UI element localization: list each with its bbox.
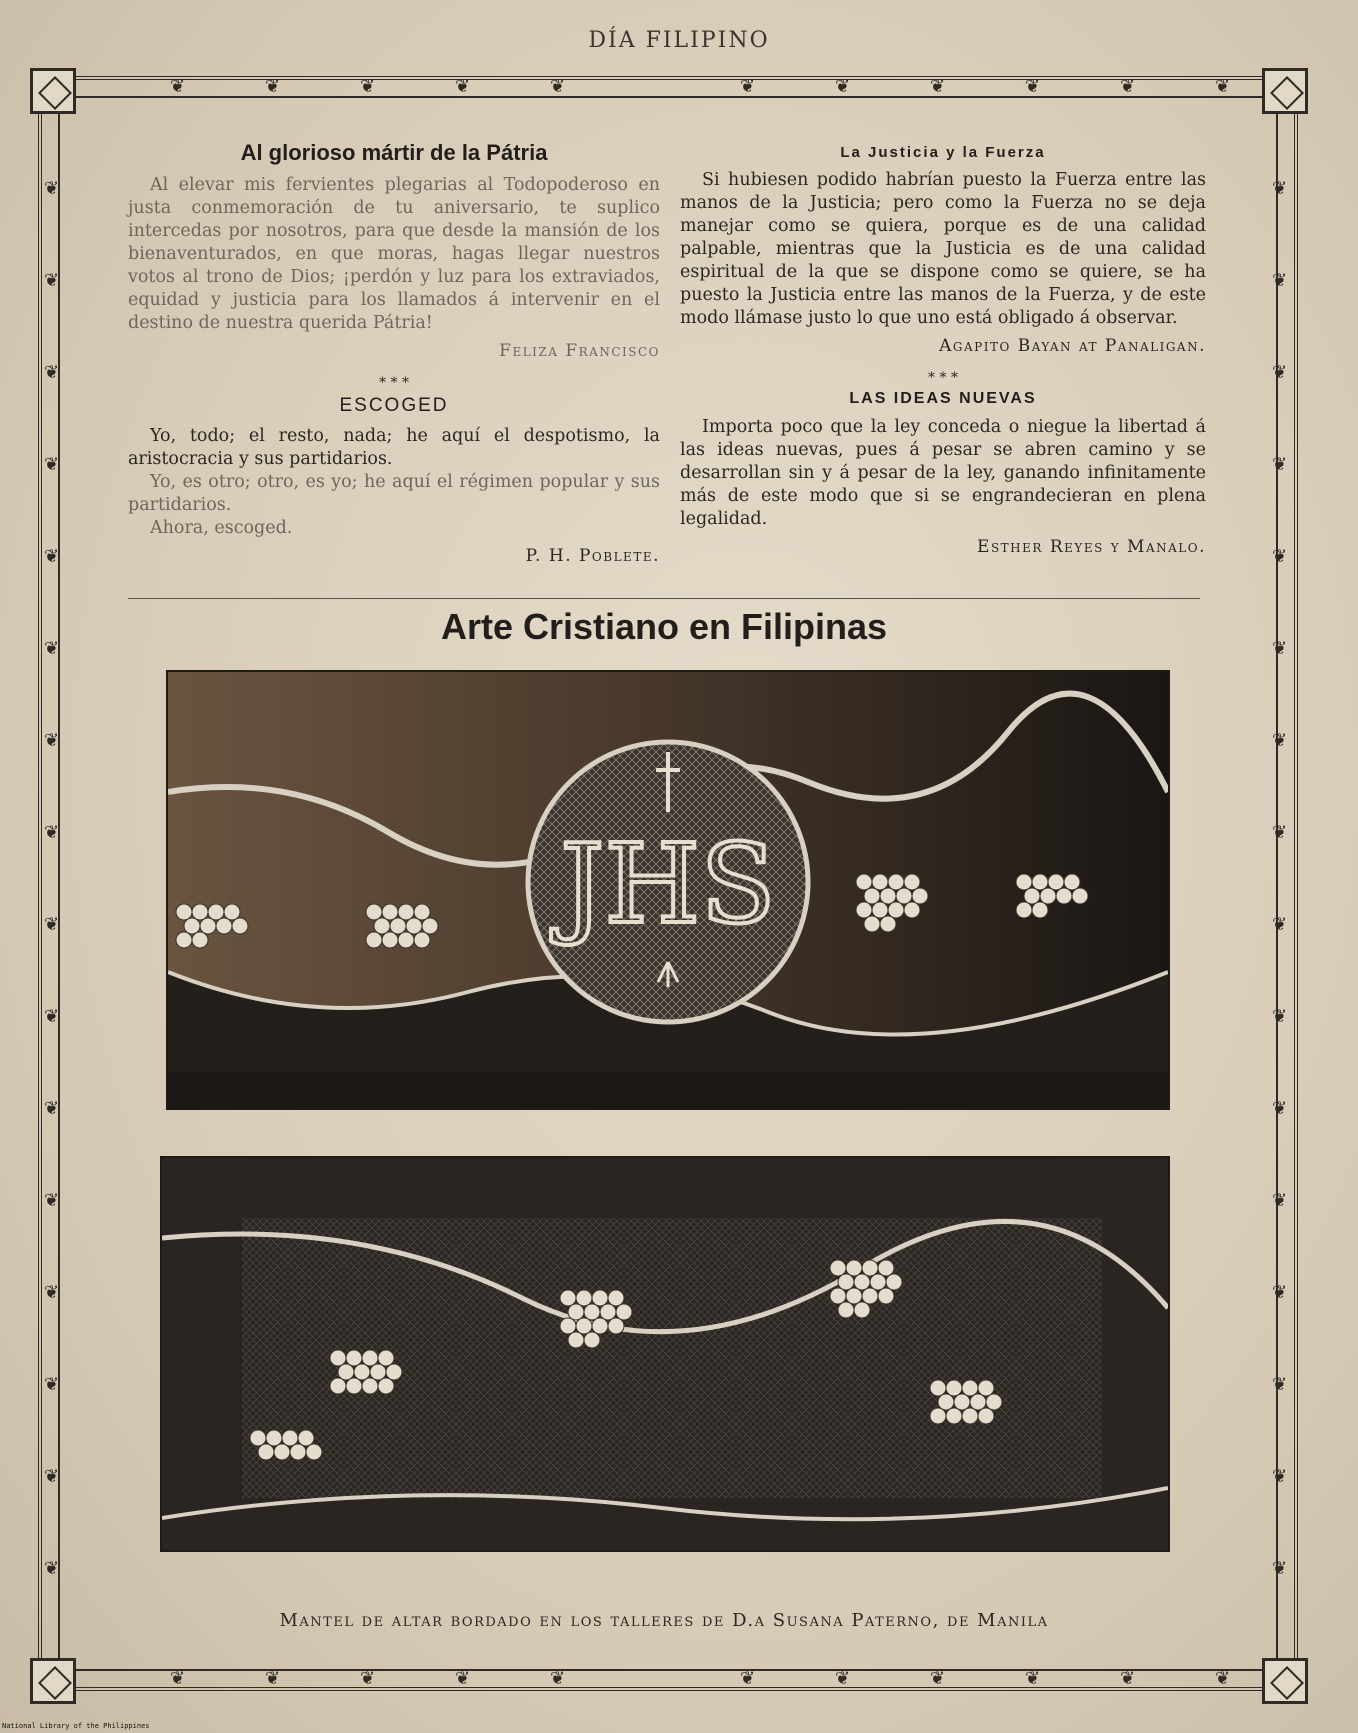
leaf-ornament-icon: ❦ <box>1272 178 1288 199</box>
leaf-ornament-icon: ❦ <box>1272 1006 1288 1027</box>
grape-icon <box>1064 874 1080 890</box>
grape-icon <box>406 918 422 934</box>
grape-icon <box>576 1318 592 1334</box>
grape-icon <box>854 1302 870 1318</box>
leaf-ornament-icon: ❦ <box>1272 1190 1288 1211</box>
grape-icon <box>600 1304 616 1320</box>
leaf-ornament-icon: ❦ <box>170 1668 186 1689</box>
grape-icon <box>584 1304 600 1320</box>
asterism: * * * <box>379 375 409 391</box>
grape-icon <box>872 902 888 918</box>
grape-icon <box>298 1430 314 1446</box>
leaf-ornament-icon: ❦ <box>44 1006 60 1027</box>
leaf-ornament-icon: ❦ <box>740 76 756 97</box>
grape-icon <box>398 932 414 948</box>
article-body: Si hubiesen podido habrían puesto la Fuerza entre las manos de la Justicia; pero como la Fuerza no se deja manejar como se quiera, porque es de una calidad palpable, mientras que la Justicia es de una calidad espiritual de la que se dispone como se quiere, se ha puesto la Justicia entre las manos de la Fuerza, y de este modo llámase justo lo que uno está obligado á observar. <box>680 170 1206 328</box>
leaf-ornament-icon: ❦ <box>44 822 60 843</box>
grape-icon <box>1016 902 1032 918</box>
grape-icon <box>888 874 904 890</box>
photo-caption: Mantel de altar bordado en los talleres de D.a Susana Paterno, de Manila <box>279 1610 1049 1631</box>
grape-icon <box>880 916 896 932</box>
grape-icon <box>386 1364 402 1380</box>
grape-icon <box>560 1290 576 1306</box>
grape-icon <box>878 1260 894 1276</box>
grape-icon <box>414 904 430 920</box>
embroidery-illustration <box>168 672 1168 1108</box>
article-signature: Feliza Francisco <box>499 341 660 361</box>
archive-credit: National Library of the Philippines <box>2 1722 150 1730</box>
grape-icon <box>1024 888 1040 904</box>
grape-icon <box>946 1408 962 1424</box>
grape-icon <box>1056 888 1072 904</box>
leaf-ornament-icon: ❦ <box>44 270 60 291</box>
grape-icon <box>846 1260 862 1276</box>
grape-icon <box>266 1430 282 1446</box>
grape-icon <box>888 902 904 918</box>
leaf-ornament-icon: ❦ <box>1272 1282 1288 1303</box>
grape-icon <box>560 1318 576 1334</box>
section-title: Arte Cristiano en Filipinas <box>440 606 888 647</box>
leaf-ornament-icon: ❦ <box>265 76 281 97</box>
jhs-monogram: JHS <box>560 820 776 948</box>
grape-icon <box>422 918 438 934</box>
grape-icon <box>370 1364 386 1380</box>
grape-icon <box>382 932 398 948</box>
grape-icon <box>378 1350 394 1366</box>
leaf-ornament-icon: ❦ <box>44 1190 60 1211</box>
leaf-ornament-icon: ❦ <box>930 76 946 97</box>
leaf-ornament-icon: ❦ <box>550 76 566 97</box>
article-body: Importa poco que la ley conceda o niegue la libertad á las ideas nuevas, pues á pesar se abren camino y se desarrollan sin y á pesar de la ley, ganando infinitamente más de este modo que si se engrandecieran en plena legalidad. <box>680 417 1206 529</box>
leaf-ornament-icon: ❦ <box>44 730 60 751</box>
leaf-ornament-icon: ❦ <box>170 76 186 97</box>
grape-icon <box>362 1350 378 1366</box>
grape-icon <box>854 1274 870 1290</box>
grape-icon <box>1040 888 1056 904</box>
leaf-ornament-icon: ❦ <box>1272 362 1288 383</box>
leaf-ornament-icon: ❦ <box>1025 76 1041 97</box>
leaf-ornament-icon: ❦ <box>1120 1668 1136 1689</box>
leaf-ornament-icon: ❦ <box>455 76 471 97</box>
leaf-ornament-icon: ❦ <box>1272 454 1288 475</box>
grape-icon <box>282 1430 298 1446</box>
grape-icon <box>616 1304 632 1320</box>
grape-icon <box>864 888 880 904</box>
grape-icon <box>904 902 920 918</box>
grape-icon <box>216 918 232 934</box>
leaf-ornament-icon: ❦ <box>44 546 60 567</box>
grape-icon <box>856 902 872 918</box>
grape-icon <box>872 874 888 890</box>
grape-icon <box>378 1378 394 1394</box>
leaf-ornament-icon: ❦ <box>835 1668 851 1689</box>
leaf-ornament-icon: ❦ <box>44 1282 60 1303</box>
leaf-ornament-icon: ❦ <box>360 76 376 97</box>
grape-icon <box>382 904 398 920</box>
grape-icon <box>346 1378 362 1394</box>
grape-icon <box>346 1350 362 1366</box>
right-column <box>680 140 1206 557</box>
leaf-ornament-icon: ❦ <box>1215 76 1231 97</box>
leaf-ornament-icon: ❦ <box>550 1668 566 1689</box>
leaf-ornament-icon: ❦ <box>44 1374 60 1395</box>
leaf-ornament-icon: ❦ <box>1272 1558 1288 1579</box>
leaf-ornament-icon: ❦ <box>1272 638 1288 659</box>
leaf-ornament-icon: ❦ <box>835 76 851 97</box>
leaf-ornament-icon: ❦ <box>1272 730 1288 751</box>
grape-icon <box>608 1318 624 1334</box>
grape-icon <box>258 1444 274 1460</box>
running-head: DÍA FILIPINO <box>588 28 770 53</box>
grape-icon <box>962 1380 978 1396</box>
grape-icon <box>878 1288 894 1304</box>
grape-icon <box>306 1444 322 1460</box>
leaf-ornament-icon: ❦ <box>1215 1668 1231 1689</box>
grape-icon <box>576 1290 592 1306</box>
grape-icon <box>862 1260 878 1276</box>
grape-icon <box>1048 874 1064 890</box>
grape-icon <box>608 1290 624 1306</box>
grape-icon <box>930 1408 946 1424</box>
left-column <box>128 140 660 566</box>
grape-icon <box>886 1274 902 1290</box>
leaf-ornament-icon: ❦ <box>1272 1098 1288 1119</box>
grape-icon <box>330 1378 346 1394</box>
grape-icon <box>232 918 248 934</box>
grape-icon <box>330 1350 346 1366</box>
grape-icon <box>250 1430 266 1446</box>
article-title: LAS IDEAS NUEVAS <box>849 390 1037 407</box>
grape-icon <box>896 888 912 904</box>
article-signature: Esther Reyes y Manalo. <box>977 537 1206 557</box>
grape-icon <box>584 1332 600 1348</box>
leaf-ornament-icon: ❦ <box>1272 1374 1288 1395</box>
leaf-ornament-icon: ❦ <box>930 1668 946 1689</box>
corner-ornament-icon <box>1262 1658 1308 1704</box>
grape-icon <box>870 1274 886 1290</box>
grape-icon <box>176 904 192 920</box>
article-title: ESCOGED <box>339 395 449 416</box>
leaf-ornament-icon: ❦ <box>44 454 60 475</box>
leaf-ornament-icon: ❦ <box>44 1558 60 1579</box>
leaf-ornament-icon: ❦ <box>1025 1668 1041 1689</box>
corner-ornament-icon <box>30 68 76 114</box>
grape-icon <box>390 918 406 934</box>
grape-icon <box>962 1408 978 1424</box>
leaf-ornament-icon: ❦ <box>360 1668 376 1689</box>
leaf-ornament-icon: ❦ <box>1272 822 1288 843</box>
leaf-ornament-icon: ❦ <box>1272 270 1288 291</box>
grape-icon <box>224 904 240 920</box>
grape-icon <box>200 918 216 934</box>
grape-icon <box>946 1380 962 1396</box>
leaf-ornament-icon: ❦ <box>1272 546 1288 567</box>
corner-ornament-icon <box>1262 68 1308 114</box>
article-signature: Agapito Bayan at Panaligan. <box>939 336 1206 356</box>
article-signature: P. H. Poblete. <box>525 546 660 566</box>
article-title: Al glorioso mártir de la Pátria <box>240 140 548 165</box>
grape-icon <box>830 1260 846 1276</box>
grape-icon <box>862 1288 878 1304</box>
grape-icon <box>1072 888 1088 904</box>
grape-icon <box>938 1394 954 1410</box>
grape-icon <box>398 904 414 920</box>
grape-icon <box>830 1288 846 1304</box>
grape-icon <box>374 918 390 934</box>
grape-icon <box>414 932 430 948</box>
leaf-ornament-icon: ❦ <box>1272 914 1288 935</box>
grape-icon <box>978 1408 994 1424</box>
grape-icon <box>366 904 382 920</box>
grape-icon <box>912 888 928 904</box>
grape-icon <box>930 1380 946 1396</box>
grape-icon <box>954 1394 970 1410</box>
grape-icon <box>184 918 200 934</box>
leaf-ornament-icon: ❦ <box>1272 1466 1288 1487</box>
article-paragraph: Ahora, escoged. <box>150 518 293 538</box>
grape-icon <box>864 916 880 932</box>
grape-icon <box>274 1444 290 1460</box>
leaf-ornament-icon: ❦ <box>44 638 60 659</box>
article-paragraph: Yo, todo; el resto, nada; he aquí el despotismo, la aristocracia y sus partidarios. <box>128 426 660 469</box>
asterism: * * * <box>928 370 958 386</box>
grape-icon <box>970 1394 986 1410</box>
article-paragraph: Yo, es otro; otro, es yo; he aquí el régimen popular y sus partidarios. <box>128 472 660 515</box>
photo-altar-cloth-top <box>166 670 1170 1110</box>
corner-ornament-icon <box>30 1658 76 1704</box>
grape-icon <box>568 1332 584 1348</box>
grape-icon <box>354 1364 370 1380</box>
section-divider <box>128 598 1200 599</box>
article-title: La Justicia y la Fuerza <box>840 144 1046 161</box>
leaf-ornament-icon: ❦ <box>1120 76 1136 97</box>
article-body: Al elevar mis fervientes plegarias al Todopoderoso en justa conmemoración de tu aniversario, te suplico intercedas por nosotros, para que desde la mansión de los bienaventurados, en que moras, hagas llegar nuestros votos al trono de Dios; ¡perdón y luz para los extraviados, equidad y justicia para los llamados á intervenir en el destino de nuestra querida Pátria! <box>128 175 660 333</box>
grape-icon <box>176 932 192 948</box>
leaf-ornament-icon: ❦ <box>44 362 60 383</box>
grape-icon <box>592 1290 608 1306</box>
grape-icon <box>192 904 208 920</box>
grape-icon <box>986 1394 1002 1410</box>
grape-icon <box>592 1318 608 1334</box>
leaf-ornament-icon: ❦ <box>44 1098 60 1119</box>
leaf-ornament-icon: ❦ <box>455 1668 471 1689</box>
grape-icon <box>290 1444 306 1460</box>
grape-icon <box>338 1364 354 1380</box>
photo-altar-cloth-bottom <box>160 1156 1170 1552</box>
grape-icon <box>838 1302 854 1318</box>
grape-icon <box>366 932 382 948</box>
grape-icon <box>1032 902 1048 918</box>
grape-icon <box>880 888 896 904</box>
grape-icon <box>904 874 920 890</box>
grape-icon <box>856 874 872 890</box>
grape-icon <box>1016 874 1032 890</box>
grape-icon <box>1032 874 1048 890</box>
leaf-ornament-icon: ❦ <box>44 914 60 935</box>
grape-icon <box>568 1304 584 1320</box>
leaf-ornament-icon: ❦ <box>740 1668 756 1689</box>
grape-icon <box>846 1288 862 1304</box>
leaf-ornament-icon: ❦ <box>44 178 60 199</box>
embroidery-illustration <box>162 1158 1168 1550</box>
grape-icon <box>978 1380 994 1396</box>
grape-icon <box>362 1378 378 1394</box>
leaf-ornament-icon: ❦ <box>44 1466 60 1487</box>
grape-icon <box>208 904 224 920</box>
grape-icon <box>192 932 208 948</box>
leaf-ornament-icon: ❦ <box>265 1668 281 1689</box>
grape-icon <box>838 1274 854 1290</box>
